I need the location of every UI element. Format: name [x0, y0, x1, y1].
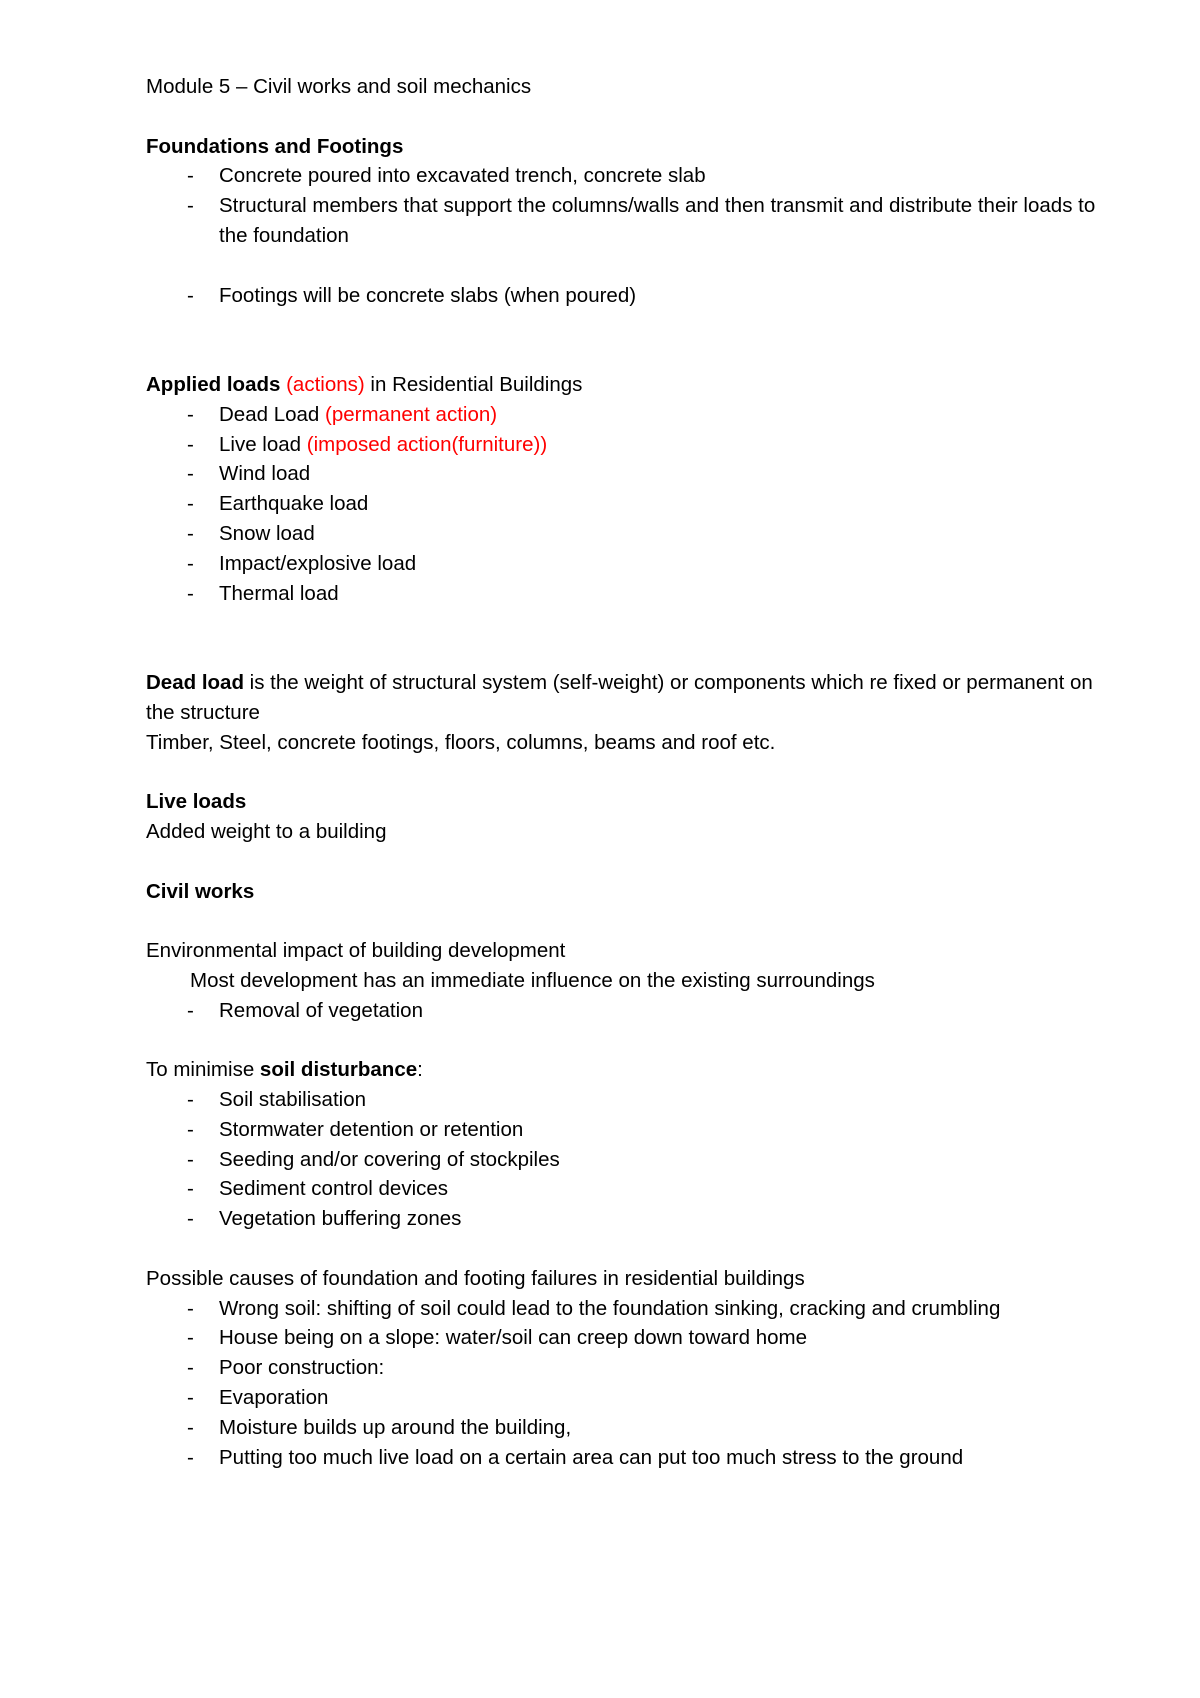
list-item: [146, 1145, 1096, 1175]
list-item-text: Dead Load: [219, 402, 320, 426]
list-item-text: Stormwater detention or retention: [219, 1117, 524, 1141]
list-item-text: Removal of vegetation: [219, 998, 423, 1022]
list-item: [146, 191, 1096, 251]
dash-bullet: -: [187, 402, 194, 426]
environmental-indented-text: Most development has an immediate influence on the existing surroundings: [190, 968, 875, 992]
section-heading-foundations: Foundations and Footings: [146, 134, 404, 158]
dash-bullet: -: [187, 1326, 194, 1350]
environmental-heading: Environmental impact of building development: [146, 939, 566, 963]
dash-bullet: -: [187, 581, 194, 605]
heading-red-part: (actions): [286, 372, 365, 396]
list-item-note: (permanent action): [325, 402, 498, 426]
dash-bullet: -: [187, 1088, 194, 1112]
list-item: [146, 579, 1096, 609]
list-item: [146, 1413, 1096, 1443]
heading-suffix: :: [417, 1058, 423, 1082]
dead-load-examples: Timber, Steel, concrete footings, floors, columns, beams and roof etc.: [146, 730, 776, 754]
dash-bullet: -: [187, 1386, 194, 1410]
dash-bullet: -: [187, 462, 194, 486]
foundations-list: [146, 161, 1096, 250]
list-item-text: House being on a slope: water/soil can creep down toward home: [219, 1326, 808, 1350]
section-heading-live-loads: Live loads: [146, 790, 247, 814]
live-loads-text: Added weight to a building: [146, 819, 387, 843]
section-heading-civil-works: Civil works: [146, 879, 255, 903]
list-item: [146, 549, 1096, 579]
list-item-text: Sediment control devices: [219, 1177, 449, 1201]
failures-heading: Possible causes of foundation and footing failures in residential buildings: [146, 1266, 805, 1290]
dash-bullet: -: [187, 1296, 194, 1320]
list-item: [146, 1443, 1096, 1473]
dash-bullet: -: [187, 194, 194, 218]
list-item-text: Vegetation buffering zones: [219, 1207, 462, 1231]
dash-bullet: -: [187, 1177, 194, 1201]
list-item-text: Putting too much live load on a certain area can put too much stress to the ground: [219, 1445, 964, 1469]
list-item: [146, 1085, 1096, 1115]
dash-bullet: -: [187, 283, 194, 307]
failures-list: [146, 1294, 1096, 1473]
dash-bullet: -: [187, 1147, 194, 1171]
list-item: [146, 281, 1096, 311]
heading-bold-part: soil disturbance: [259, 1058, 418, 1082]
list-item: [146, 1294, 1096, 1324]
dead-load-term: Dead load: [146, 670, 244, 694]
heading-rest-part: in Residential Buildings: [370, 372, 583, 396]
list-item: [146, 430, 1096, 460]
list-item: [146, 1383, 1096, 1413]
list-item-text: Moisture builds up around the building,: [219, 1415, 572, 1439]
dash-bullet: -: [187, 998, 194, 1022]
dash-bullet: -: [187, 492, 194, 516]
dash-bullet: -: [187, 1117, 194, 1141]
dash-bullet: -: [187, 521, 194, 545]
list-item-text: Evaporation: [219, 1386, 329, 1410]
list-item: [146, 1323, 1096, 1353]
dead-load-definition: [146, 668, 1096, 728]
heading-bold-part: Applied loads: [146, 372, 281, 396]
section-heading-applied-loads: [146, 370, 1096, 400]
list-item-text: Seeding and/or covering of stockpiles: [219, 1147, 560, 1171]
list-item-text: Impact/explosive load: [219, 551, 417, 575]
list-item-text: Snow load: [219, 521, 315, 545]
soil-disturbance-list: [146, 1085, 1096, 1234]
foundations-list-extra: [146, 281, 1096, 311]
document-page: [146, 72, 1096, 1472]
list-item-text: Concrete poured into excavated trench, concrete slab: [219, 164, 706, 188]
dash-bullet: -: [187, 432, 194, 456]
list-item-text: Earthquake load: [219, 492, 369, 516]
list-item-text: Structural members that support the columns/walls and then transmit and distribute their loads to the foundation: [219, 194, 1096, 247]
list-item: [146, 1174, 1096, 1204]
list-item: [146, 1353, 1096, 1383]
list-item: [146, 519, 1096, 549]
list-item: [146, 161, 1096, 191]
dash-bullet: -: [187, 1207, 194, 1231]
list-item: [146, 459, 1096, 489]
dash-bullet: -: [187, 1445, 194, 1469]
heading-prefix: To minimise: [146, 1058, 255, 1082]
list-item-text: Footings will be concrete slabs (when poured): [219, 283, 637, 307]
dash-bullet: -: [187, 164, 194, 188]
environmental-list: [146, 996, 1096, 1026]
soil-disturbance-heading: [146, 1055, 1096, 1085]
dead-load-text: is the weight of structural system (self-weight) or components which re fixed or permanent on the structure: [146, 670, 1093, 724]
applied-loads-list: [146, 400, 1096, 609]
list-item: [146, 489, 1096, 519]
document-title: Module 5 – Civil works and soil mechanics: [146, 75, 532, 98]
list-item: [146, 1204, 1096, 1234]
dash-bullet: -: [187, 1356, 194, 1380]
list-item-text: Wrong soil: shifting of soil could lead to the foundation sinking, cracking and crumbling: [219, 1296, 1001, 1320]
list-item-text: Wind load: [219, 462, 311, 486]
list-item: [146, 1115, 1096, 1145]
list-item-text: Poor construction:: [219, 1356, 385, 1380]
list-item-note: (imposed action(furniture)): [306, 432, 548, 456]
dash-bullet: -: [187, 1415, 194, 1439]
list-item-text: Soil stabilisation: [219, 1088, 366, 1112]
list-item: [146, 400, 1096, 430]
list-item-text: Live load: [219, 432, 302, 456]
dash-bullet: -: [187, 551, 194, 575]
list-item-text: Thermal load: [219, 581, 339, 605]
list-item: [146, 996, 1096, 1026]
